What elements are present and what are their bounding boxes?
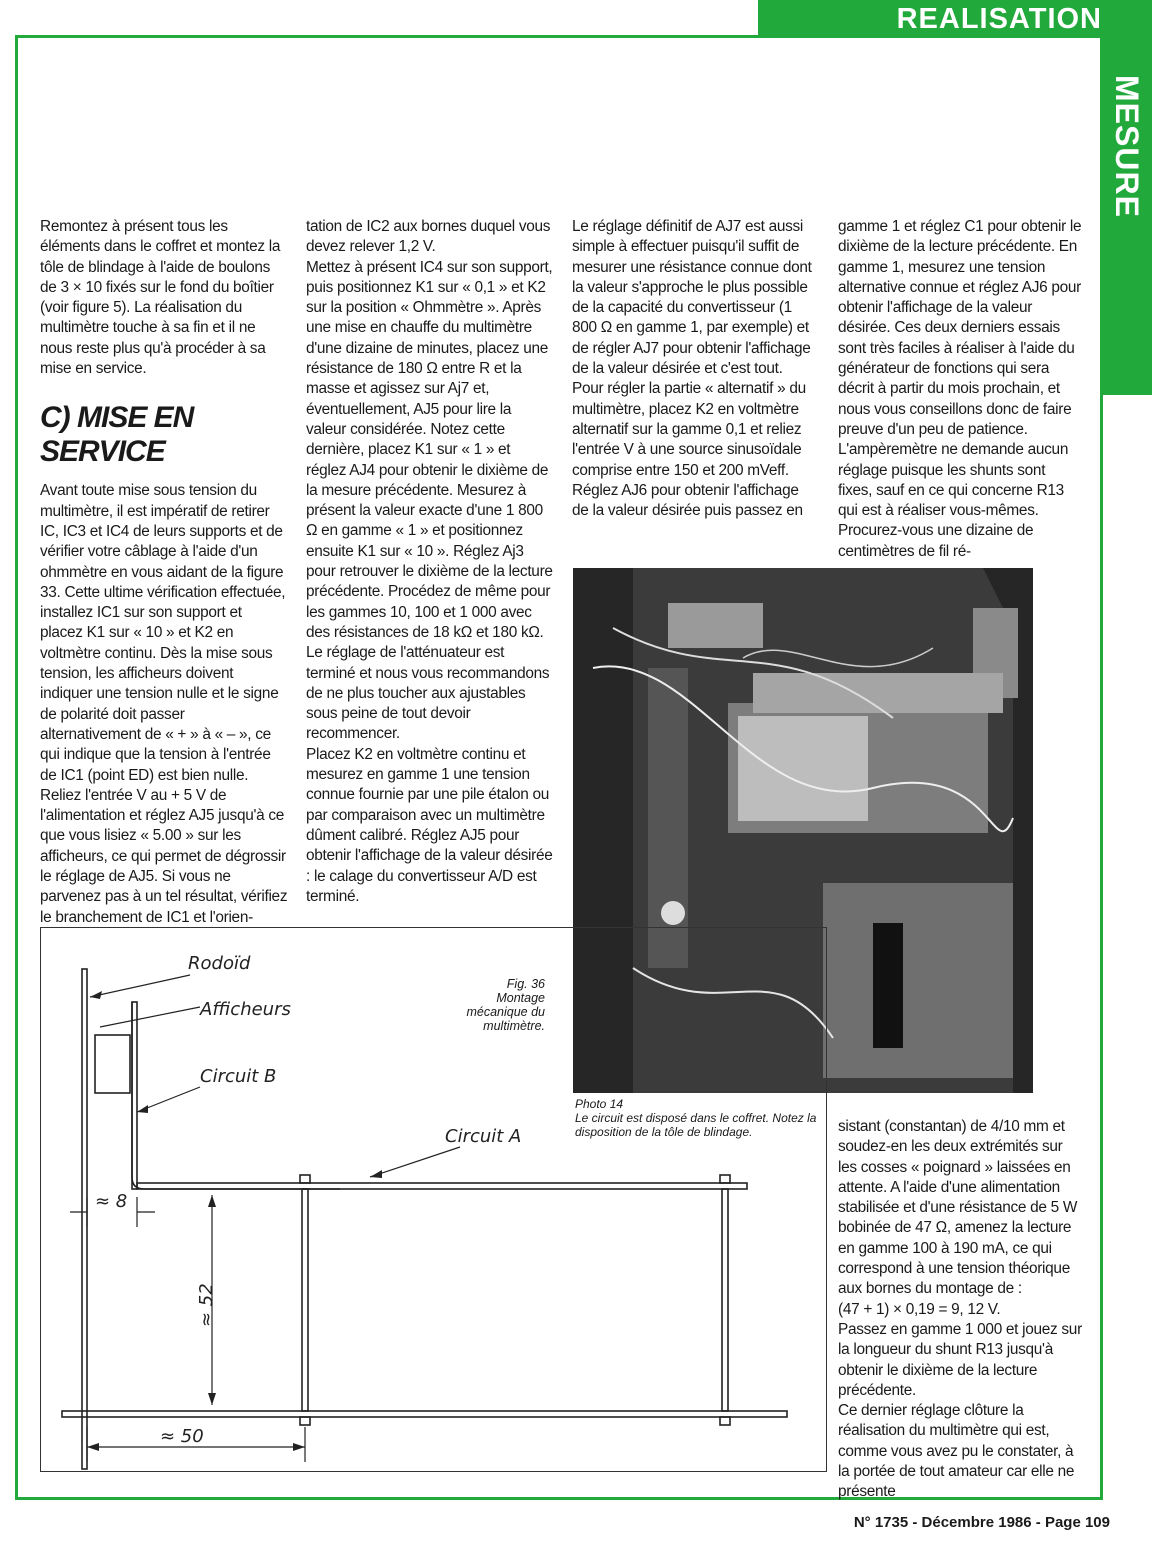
dimension-52: ≈ 52: [196, 1283, 217, 1327]
paragraph: Placez K2 en voltmètre continu et mesurez en gamme 1 une tension connue fournie par une pile étalon ou par comparaison avec un multimètre dûment calibré. Réglez AJ5 pour obtenir l'affichage de la valeur désirée : le calage du convertisseur A/D est terminé.: [306, 745, 553, 905]
figure-36: [40, 927, 827, 1472]
column-1: [40, 217, 288, 928]
dimension-50: ≈ 50: [160, 1426, 204, 1447]
circuit-a: [137, 1183, 747, 1189]
page-footer: N° 1735 - Décembre 1986 - Page 109: [853, 1514, 1110, 1531]
paragraph: Mettez à présent IC4 sur son support, puis positionnez K1 sur « 0,1 » et K2 sur la position « Ohmmètre ». Après une mise en chauffe du multimètre d'une dizaine de minutes, placez une résistance de 180 Ω entre R et la masse et agissez sur Aj7 et, éventuellement, AJ5 pour lire la valeur considérée. Notez cette dernière, placez K1 sur « 1 » et réglez AJ4 pour obtenir le dixième de la mesure précédente. Mesurez à présent la valeur exacte d'une 1 800 Ω en gamme « 1 » et positionnez ensuite K1 sur « 10 ». Réglez Aj3 pour retrouver le dixième de la lecture précédente. Procédez de même pour les gammes 10, 100 et 1 000 avec des résistances de 18 kΩ et 180 kΩ. Le réglage de l'atténuateur est terminé et nous vous recommandons de ne plus toucher aux ajustables sous peine de tout devoir recommencer.: [306, 258, 553, 743]
circuit-b: [132, 1002, 340, 1189]
section-heading: C) MISE EN SERVICE: [40, 401, 194, 469]
figure-caption: [455, 977, 545, 1033]
display-box: [95, 1035, 130, 1093]
paragraph: Passez en gamme 1 000 et jouez sur la longueur du shunt R13 jusqu'à obtenir le dixième de la lecture précédente.: [838, 1320, 1082, 1399]
figure-label: Fig. 36: [506, 977, 545, 991]
column-5: [838, 1117, 1082, 1503]
label-circuit-b: Circuit B: [200, 1066, 277, 1087]
formula: (47 + 1) × 0,19 = 9, 12 V.: [838, 1300, 1001, 1318]
label-afficheurs: Afficheurs: [200, 999, 291, 1020]
paragraph: Ce dernier réglage clôture la réalisation du multimètre qui est, comme vous avez pu le constater, à la portée de tout amateur car elle ne présente: [838, 1402, 1075, 1501]
section-tab: [758, 0, 1152, 35]
column-3: [572, 217, 818, 521]
rubric-title: MESURE: [1109, 75, 1145, 218]
paragraph: tation de IC2 aux bornes duquel vous devez relever 1,2 V.: [306, 218, 551, 256]
rodoid-plate: [82, 969, 87, 1469]
label-circuit-a: Circuit A: [445, 1126, 522, 1147]
mechanical-drawing: [40, 927, 827, 1472]
dimension-8: ≈ 8: [95, 1191, 128, 1212]
spacer: [722, 1189, 728, 1411]
paragraph: Le réglage définitif de AJ7 est aussi simple à effectuer puisqu'il suffit de mesurer une résistance connue dont la valeur s'approche le plus possible de la capacité du convertisseur (1 800 Ω en gamme 1, par exemple) et de régler AJ7 pour obtenir l'affichage de la valeur désirée et c'est tout.: [572, 218, 812, 378]
paragraph: Pour régler la partie « alternatif » du multimètre, placez K2 en voltmètre alternatif sur la gamme 0,1 et reliez l'entrée V à une source sinusoïdale comprise entre 150 et 200 mVeff. Réglez AJ6 pour obtenir l'affichage de la valeur désirée puis passez en: [572, 380, 806, 520]
photo-label: Photo 14: [575, 1097, 624, 1111]
column-2: [306, 217, 554, 907]
photo-caption-text: Le circuit est disposé dans le coffret. Notez la disposition de la tôle de blindage.: [575, 1111, 817, 1139]
rubric-tab: [1103, 35, 1152, 395]
section-title: REALISATION: [896, 3, 1102, 35]
intro-paragraph: Remontez à présent tous les éléments dans le coffret et montez la tôle de blindage à l'aide de boulons de 3 × 10 fixés sur le fond du boîtier (voir figure 5). La réalisation du multimètre touche à sa fin et il ne nous reste plus qu'à procéder à sa mise en service.: [40, 218, 281, 378]
body-paragraph: Avant toute mise sous tension du multimètre, il est impératif de retirer IC, IC3 et IC4 de leurs supports et de vérifier votre câblage à l'aide d'un ohmmètre en vous aidant de la figure 33. Cette ultime vérification effectuée, installez IC1 sur son support et placez K1 sur « 10 » et K2 en voltmètre continu. Dès la mise sous tension, les afficheurs doivent indiquer une tension nulle et le signe de polarité doit passer alternativement de « + » à « – », ce qui indique que la tension à l'entrée de IC1 (point ED) est bien nulle. Reliez l'entrée V au + 5 V de l'alimentation et réglez AJ5 jusqu'à ce que vous lisiez « 5.00 » sur les afficheurs, ce qui permet de dégrossir le réglage de AJ5. Si vous ne parvenez pas à un tel résultat, vérifiez le branchement de IC1 et l'orien-: [40, 482, 288, 926]
figure-caption-text: Montage mécanique du multimètre.: [466, 991, 545, 1033]
label-rodoid: Rodoïd: [188, 953, 251, 974]
paragraph: gamme 1 et réglez C1 pour obtenir le dixième de la lecture précédente. En gamme 1, mesurez une tension alternative connue et réglez AJ6 pour obtenir l'affichage de la valeur désirée. Ces deux derniers essais sont très faciles à réaliser à l'aide du générateur de fonctions qui sera décrit à partir du mois prochain, et nous vous conseillons donc de faire preuve d'un peu de patience.: [838, 218, 1082, 438]
paragraph: L'ampèremètre ne demande aucun réglage puisque les shunts sont fixes, sauf en ce qui concerne R13 qui est à réaliser vous-mêmes. Procurez-vous une dizaine de centimètres de fil ré-: [838, 441, 1069, 560]
spacer: [302, 1189, 308, 1411]
bottom-plate: [62, 1411, 787, 1417]
paragraph: sistant (constantan) de 4/10 mm et soudez-en les deux extrémités sur les cosses « poignard » laissées en attente. A l'aide d'une alimentation stabilisée et d'une résistance de 5 W bobinée de 47 Ω, amenez la lecture en gamme 100 à 190 mA, ce qui correspond à une tension théorique aux bornes du montage de :: [838, 1118, 1078, 1298]
column-4: [838, 217, 1082, 562]
